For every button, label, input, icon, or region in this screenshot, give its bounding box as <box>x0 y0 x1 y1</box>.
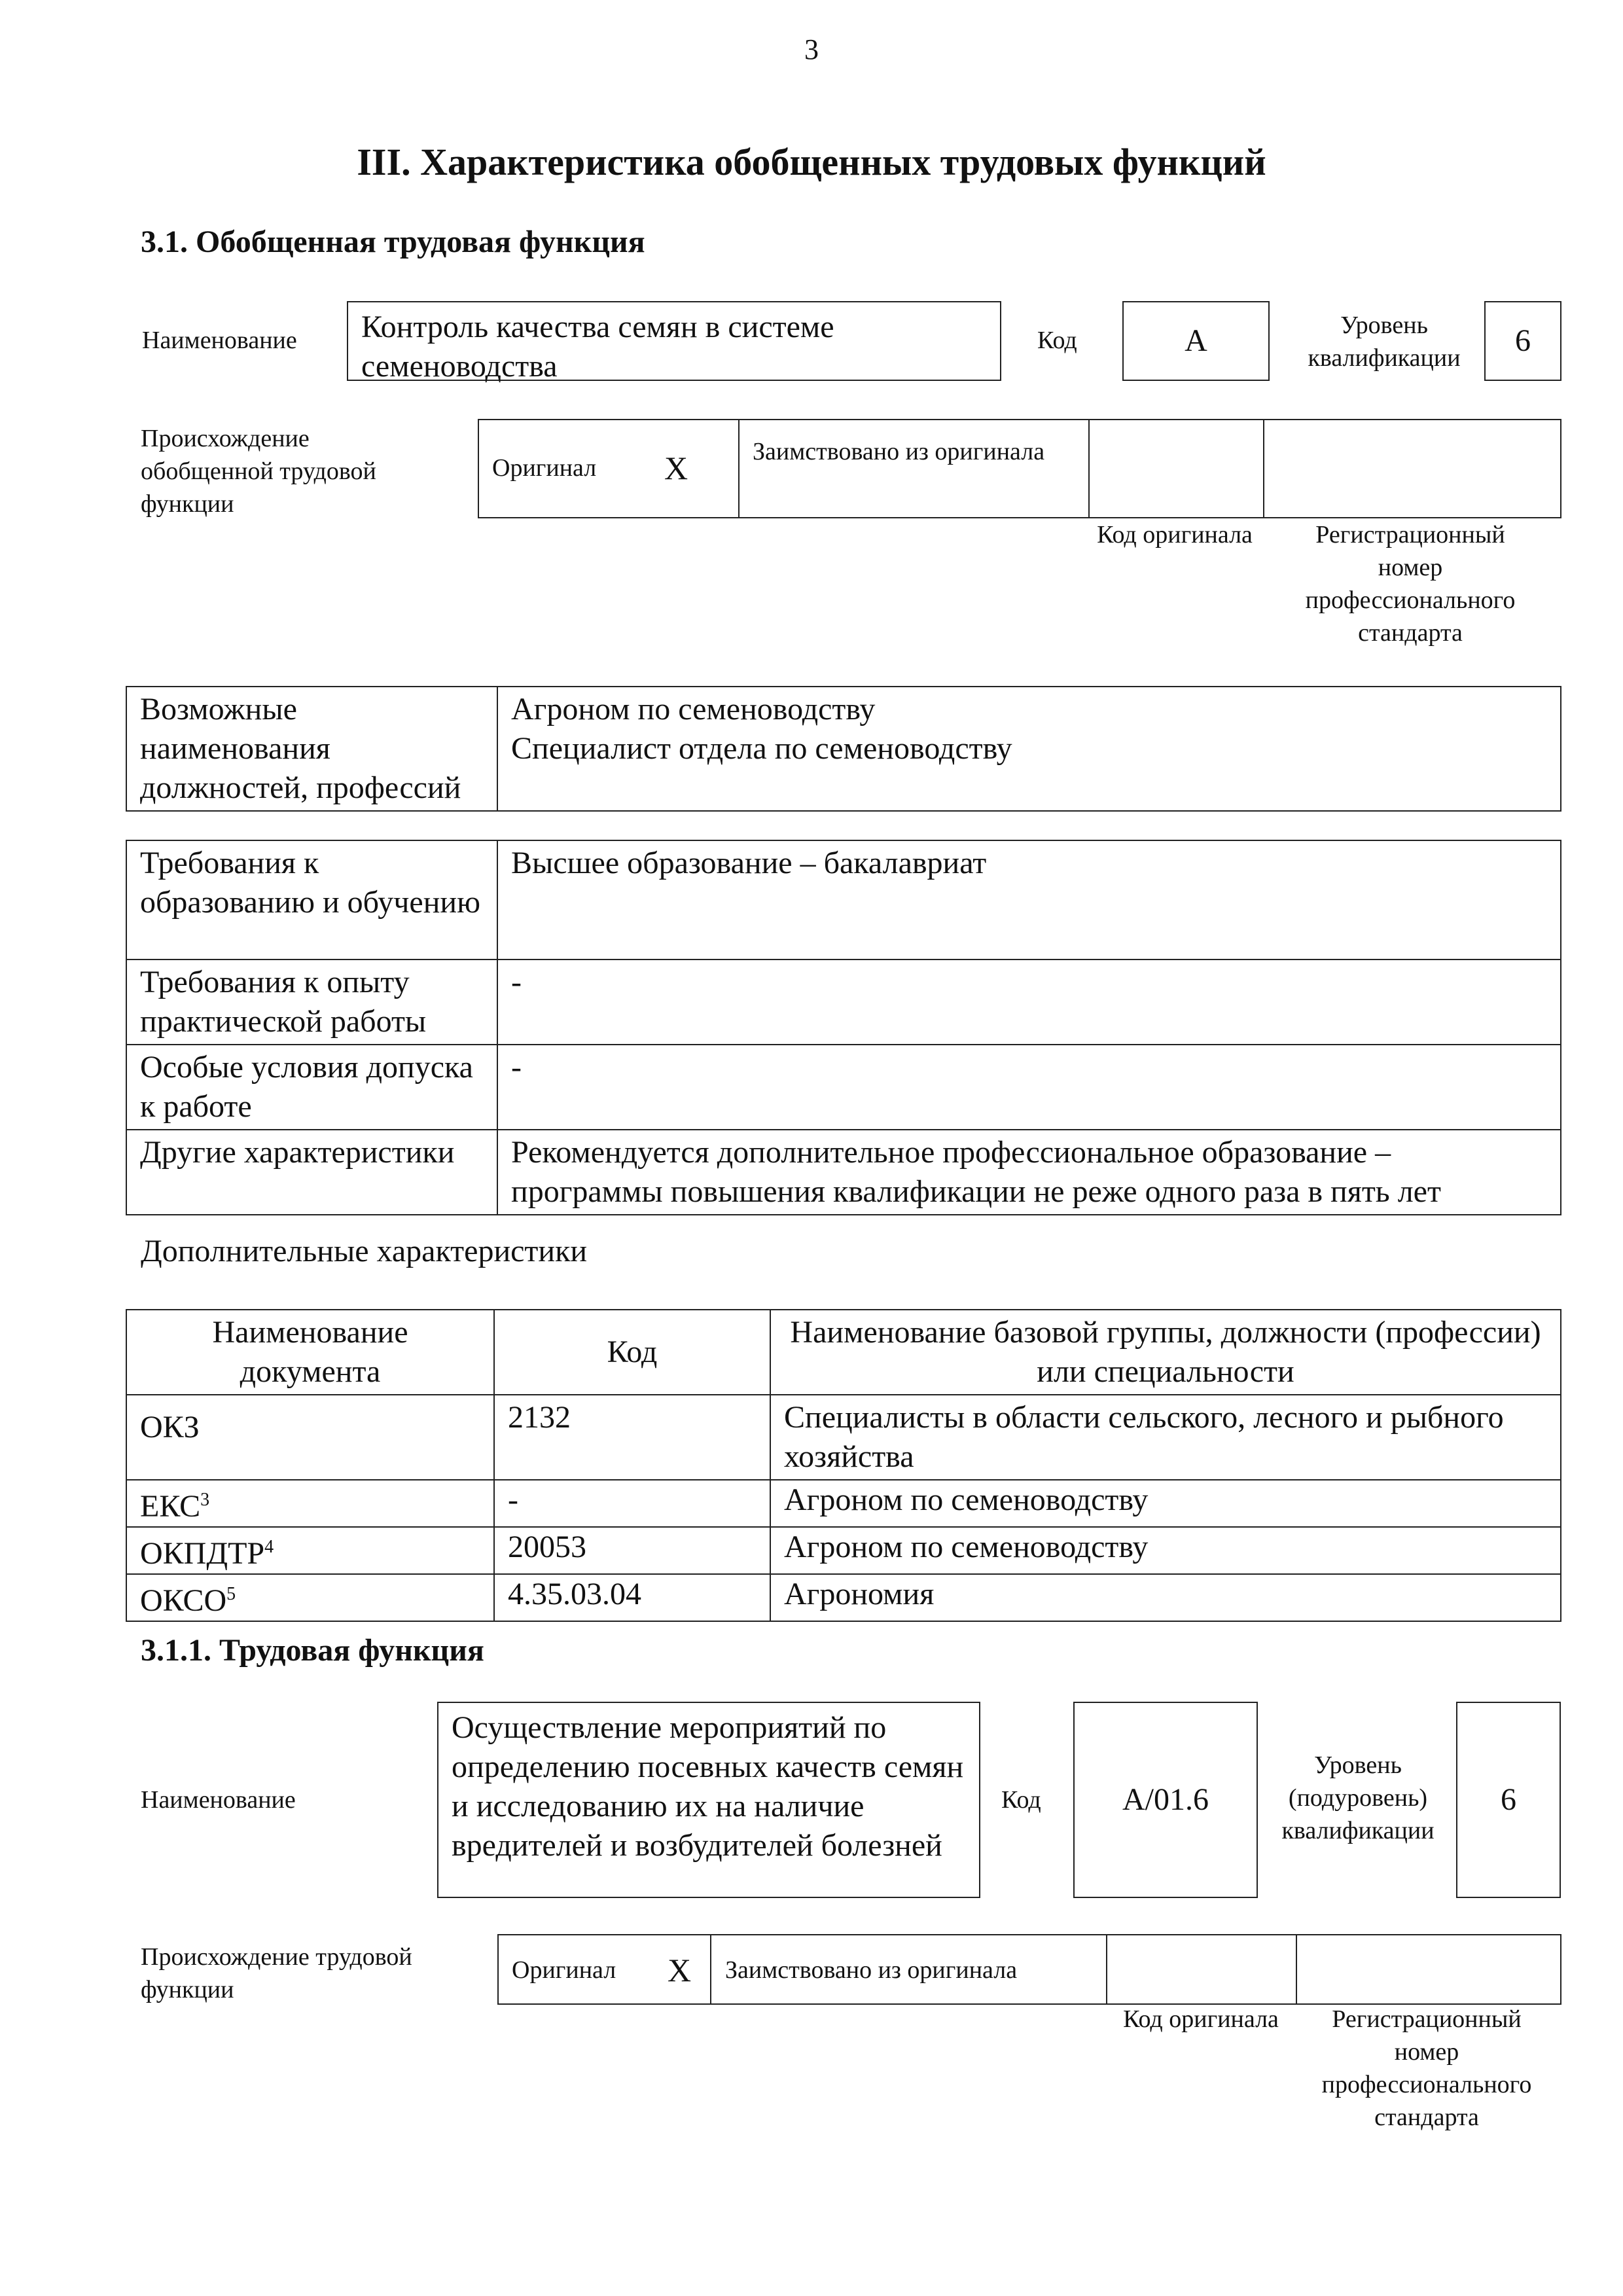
section-title: III. Характеристика обобщенных трудовых функций <box>357 141 1266 183</box>
tf-code-label: Код <box>1001 1786 1041 1814</box>
additional-doc: ОКЗ <box>126 1395 494 1480</box>
gf-name-value: Контроль качества семян в системе семеноводства <box>361 310 834 384</box>
req-label: Требования к образованию и обучению <box>126 840 497 960</box>
additional-doc: ЕКС$^3$ <box>126 1480 494 1527</box>
additional-name: Агрономия <box>770 1574 1561 1621</box>
additional-code: 20053 <box>494 1527 770 1574</box>
additional-header-code: Код <box>494 1310 770 1395</box>
additional-header-doc: Наименование документа <box>126 1310 494 1395</box>
additional-code: 2132 <box>494 1395 770 1480</box>
gf-original-mark: X <box>664 450 688 486</box>
positions-label: Возможные наименования должностей, профессий <box>126 687 497 811</box>
positions-table <box>126 686 1561 812</box>
tf-code-value: A/01.6 <box>1073 1702 1258 1898</box>
req-value: - <box>497 1045 1561 1130</box>
gf-name-label: Наименование <box>142 327 297 354</box>
tf-borrowed-label: Заимствовано из оригинала <box>725 1956 1018 1984</box>
page-number: 3 <box>804 33 819 65</box>
requirements-table <box>126 840 1561 1215</box>
tf-code-original-caption: Код оригинала <box>1123 2005 1279 2033</box>
tf-origin-label: Происхождение трудовой функции <box>141 1943 412 2003</box>
tf-original-mark: X <box>668 1952 692 1988</box>
position-item: Специалист отдела по семеноводству <box>511 731 1012 766</box>
tf-name-box <box>437 1702 980 1898</box>
table-row <box>126 1527 1561 1574</box>
table-row <box>126 1574 1561 1621</box>
position-item: Агроном по семеноводству <box>511 692 876 726</box>
tf-heading: 3.1.1. Трудовая функция <box>141 1633 484 1668</box>
additional-header-name: Наименование базовой группы, должности (профессии) или специальности <box>770 1310 1561 1395</box>
gf-code-value: A <box>1122 301 1270 381</box>
tf-level-label: Уровень (подуровень) квалификации <box>1281 1751 1435 1844</box>
tf-name-value: Осуществление мероприятий по определению посевных качеств семян и исследованию их на наличие вредителей и возбудителей болезней <box>452 1710 964 1863</box>
tf-origin-box <box>497 1934 1561 2005</box>
gf-borrowed-label: Заимствовано из оригинала <box>753 438 1045 465</box>
gf-reg-number-caption: Регистрационный номер профессионального стандарта <box>1305 521 1516 647</box>
gf-original-label: Оригинал <box>492 454 597 482</box>
tf-name-label: Наименование <box>141 1786 296 1814</box>
gf-heading: 3.1. Обобщенная трудовая функция <box>141 224 645 259</box>
gf-level-value: 6 <box>1484 301 1561 381</box>
additional-doc: ОКПДТР$^4$ <box>126 1527 494 1574</box>
req-value: - <box>497 960 1561 1045</box>
additional-name: Агроном по семеноводству <box>770 1480 1561 1527</box>
additional-name: Агроном по семеноводству <box>770 1527 1561 1574</box>
gf-level-label: Уровень квалификации <box>1308 312 1461 372</box>
additional-table <box>126 1309 1561 1622</box>
gf-origin-box <box>478 419 1561 518</box>
req-label: Другие характеристики <box>126 1130 497 1215</box>
gf-code-label: Код <box>1037 327 1077 354</box>
req-value: Высшее образование – бакалавриат <box>497 840 1561 960</box>
req-value: Рекомендуется дополнительное профессиональное образование – программы повышения квалификации не реже одного раза в пять лет <box>497 1130 1561 1215</box>
tf-reg-number-caption: Регистрационный номер профессионального стандарта <box>1321 2005 1532 2131</box>
gf-origin-label: Происхождение обобщенной трудовой функции <box>141 425 376 518</box>
req-label: Особые условия допуска к работе <box>126 1045 497 1130</box>
additional-heading: Дополнительные характеристики <box>141 1234 588 1268</box>
additional-doc: ОКСО$^5$ <box>126 1574 494 1621</box>
table-row <box>126 1395 1561 1480</box>
additional-code: - <box>494 1480 770 1527</box>
additional-name: Специалисты в области сельского, лесного и рыбного хозяйства <box>770 1395 1561 1480</box>
gf-code-original-caption: Код оригинала <box>1097 521 1253 548</box>
gf-name-box <box>347 301 1001 384</box>
tf-level-value: 6 <box>1456 1702 1561 1898</box>
tf-original-label: Оригинал <box>512 1956 616 1984</box>
req-label: Требования к опыту практической работы <box>126 960 497 1045</box>
positions-values <box>497 687 1561 811</box>
additional-code: 4.35.03.04 <box>494 1574 770 1621</box>
table-row <box>126 1480 1561 1527</box>
